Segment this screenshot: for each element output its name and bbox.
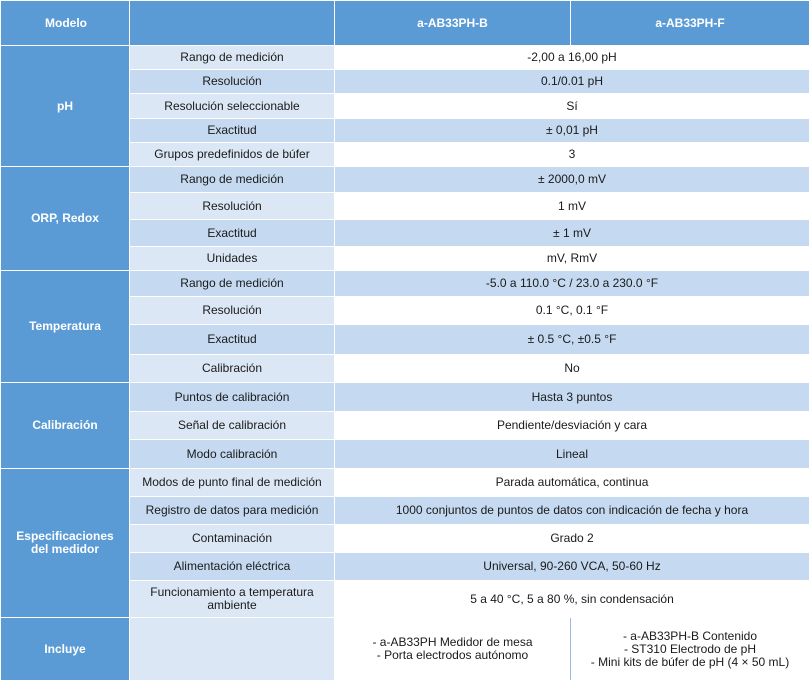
row-label: Registro de datos para medición	[130, 497, 335, 525]
row-value: Pendiente/desviación y cara	[335, 412, 810, 440]
row-label: Modo calibración	[130, 440, 335, 469]
row-value: 0.1/0.01 pH	[335, 70, 810, 94]
table-row	[1, 383, 810, 412]
row-value: Universal, 90-260 VCA, 50-60 Hz	[335, 553, 810, 581]
table-row	[1, 167, 810, 193]
row-label: Calibración	[130, 355, 335, 383]
table-row	[1, 271, 810, 297]
header-row	[1, 1, 810, 46]
row-value: ± 2000,0 mV	[335, 167, 810, 193]
row-value: Hasta 3 puntos	[335, 383, 810, 412]
row-label: Alimentación eléctrica	[130, 553, 335, 581]
group-temperature: Temperatura	[1, 271, 130, 383]
row-value: 1 mV	[335, 193, 810, 220]
row-value: ± 0.5 °C, ±0.5 °F	[335, 325, 810, 355]
row-value: mV, RmV	[335, 247, 810, 271]
includes-spacer	[130, 618, 335, 681]
row-label: Contaminación	[130, 525, 335, 553]
row-value: No	[335, 355, 810, 383]
group-meter-specs	[1, 469, 130, 618]
model-b-header: a-AB33PH-B	[335, 1, 571, 46]
row-value: 5 a 40 °C, 5 a 80 %, sin condensación	[335, 581, 810, 618]
header-spacer	[130, 1, 335, 46]
row-label: Rango de medición	[130, 167, 335, 193]
row-label: Resolución	[130, 70, 335, 94]
row-label-line: Funcionamiento a temperatura	[150, 585, 314, 599]
row-label: Señal de calibración	[130, 412, 335, 440]
row-label: Exactitud	[130, 220, 335, 247]
row-label: Resolución seleccionable	[130, 94, 335, 119]
row-value: ± 1 mV	[335, 220, 810, 247]
row-value: 0.1 °C, 0.1 °F	[335, 297, 810, 325]
row-value: -5.0 a 110.0 °C / 23.0 a 230.0 °F	[335, 271, 810, 297]
row-label: Exactitud	[130, 325, 335, 355]
row-value: Parada automática, continua	[335, 469, 810, 497]
list-item: - a-AB33PH-B Contenido	[622, 628, 758, 643]
group-ph: pH	[1, 46, 130, 167]
includes-model-b	[335, 618, 571, 681]
list-item: - Porta electrodos autónomo	[376, 648, 529, 662]
list-item: - Mini kits de búfer de pH (4 × 50 mL)	[590, 654, 790, 669]
row-value: 1000 conjuntos de puntos de datos con indicación de fecha y hora	[335, 497, 810, 525]
group-calibration: Calibración	[1, 383, 130, 469]
row-label: Resolución	[130, 193, 335, 220]
table-row	[1, 46, 810, 70]
row-label-line: ambiente	[207, 598, 257, 612]
row-value: 3	[335, 143, 810, 167]
row-label: Puntos de calibración	[130, 383, 335, 412]
table-row	[1, 618, 810, 681]
group-includes: Incluye	[1, 618, 130, 681]
row-label: Rango de medición	[130, 46, 335, 70]
row-label: Resolución	[130, 297, 335, 325]
group-orp: ORP, Redox	[1, 167, 130, 271]
row-value: Grado 2	[335, 525, 810, 553]
row-label: Unidades	[130, 247, 335, 271]
row-label: Exactitud	[130, 119, 335, 143]
row-label	[130, 581, 335, 618]
row-label: Modos de punto final de medición	[130, 469, 335, 497]
row-value: -2,00 a 16,00 pH	[335, 46, 810, 70]
list-item: - a-AB33PH Medidor de mesa	[372, 635, 533, 649]
row-value: ± 0,01 pH	[335, 119, 810, 143]
model-header: Modelo	[1, 1, 130, 46]
row-value: Sí	[335, 94, 810, 119]
model-f-header: a-AB33PH-F	[571, 1, 810, 46]
row-value: Lineal	[335, 440, 810, 469]
row-label: Grupos predefinidos de búfer	[130, 143, 335, 167]
group-name-line: del medidor	[30, 542, 99, 556]
table-row	[1, 469, 810, 497]
row-label: Rango de medición	[130, 271, 335, 297]
group-name-line: Especificaciones	[16, 529, 114, 543]
list-item: - ST310 Electrodo de pH	[623, 641, 757, 656]
includes-model-f	[571, 618, 810, 681]
